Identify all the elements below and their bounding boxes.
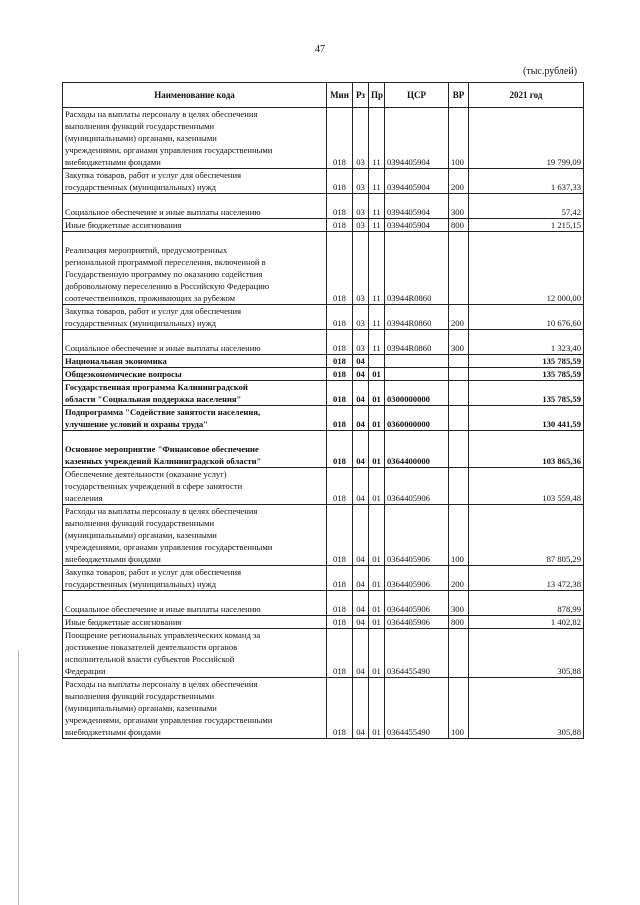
header-pr: Пр	[369, 83, 385, 108]
cell-csr: 0364400000	[385, 431, 449, 468]
cell-csr	[385, 355, 449, 368]
cell-name: Закупка товаров, работ и услуг для обеспечения государственных (муниципальных) нужд	[63, 305, 327, 330]
cell-sum: 19 799,09	[469, 108, 584, 169]
cell-min: 018	[327, 629, 353, 678]
cell-name: Реализация мероприятий, предусмотренных региональной программой переселения, включенной в Государственную программу по оказанию содействия добровольному переселению в Российскую Федерацию соотечественников, проживающих за рубежом	[63, 232, 327, 305]
cell-pr: 11	[369, 169, 385, 194]
cell-csr	[385, 368, 449, 381]
cell-sum: 1 637,33	[469, 169, 584, 194]
cell-pr: 11	[369, 330, 385, 355]
cell-vr: 100	[449, 108, 469, 169]
cell-csr: 0364455490	[385, 629, 449, 678]
cell-min: 018	[327, 431, 353, 468]
cell-name: Иные бюджетные ассигнования	[63, 616, 327, 629]
table-row	[63, 232, 584, 305]
table-row	[63, 406, 584, 431]
table-row	[63, 219, 584, 232]
cell-csr: 0364405906	[385, 505, 449, 566]
cell-csr: 03944R0860	[385, 232, 449, 305]
cell-min: 018	[327, 330, 353, 355]
cell-rz: 04	[353, 505, 369, 566]
header-rz: Рз	[353, 83, 369, 108]
cell-min: 018	[327, 368, 353, 381]
cell-pr: 01	[369, 505, 385, 566]
cell-sum: 57,42	[469, 194, 584, 219]
cell-sum: 1 323,40	[469, 330, 584, 355]
cell-rz: 04	[353, 368, 369, 381]
cell-vr	[449, 406, 469, 431]
budget-table	[62, 82, 584, 739]
cell-sum: 135 785,59	[469, 381, 584, 406]
cell-vr	[449, 431, 469, 468]
cell-csr: 0394405904	[385, 108, 449, 169]
cell-name: Расходы на выплаты персоналу в целях обеспечения выполнения функций государственными (муниципальными) органами, казенными учреждениями, органами управления государственными внебюджетными фондами	[63, 108, 327, 169]
cell-min: 018	[327, 355, 353, 368]
table-row	[63, 616, 584, 629]
cell-name: Иные бюджетные ассигнования	[63, 219, 327, 232]
cell-name: Закупка товаров, работ и услуг для обеспечения государственных (муниципальных) нужд	[63, 169, 327, 194]
cell-name: Основное мероприятие "Финансовое обеспечение казенных учреждений Калининградской области"	[63, 431, 327, 468]
cell-rz: 03	[353, 219, 369, 232]
table-header-row	[63, 83, 584, 108]
cell-min: 018	[327, 108, 353, 169]
cell-vr	[449, 368, 469, 381]
cell-pr: 01	[369, 431, 385, 468]
page-number: 47	[315, 44, 325, 55]
cell-pr: 01	[369, 368, 385, 381]
cell-min: 018	[327, 468, 353, 505]
units-label: (тыс.рублей)	[523, 66, 578, 77]
cell-csr: 0364455490	[385, 678, 449, 739]
cell-vr: 200	[449, 305, 469, 330]
cell-vr: 800	[449, 219, 469, 232]
cell-sum: 87 805,29	[469, 505, 584, 566]
cell-rz: 04	[353, 381, 369, 406]
table-row	[63, 591, 584, 616]
cell-pr: 11	[369, 305, 385, 330]
cell-min: 018	[327, 505, 353, 566]
cell-sum: 878,99	[469, 591, 584, 616]
cell-name: Социальное обеспечение и иные выплаты населению	[63, 194, 327, 219]
table-row	[63, 194, 584, 219]
cell-min: 018	[327, 194, 353, 219]
cell-pr: 01	[369, 678, 385, 739]
cell-vr	[449, 468, 469, 505]
cell-min: 018	[327, 219, 353, 232]
cell-vr: 100	[449, 678, 469, 739]
cell-vr: 800	[449, 616, 469, 629]
cell-min: 018	[327, 406, 353, 431]
cell-name: Расходы на выплаты персоналу в целях обеспечения выполнения функций государственными (муниципальными) органами, казенными учреждениями, органами управления государственными внебюджетными фондами	[63, 678, 327, 739]
cell-sum: 12 000,00	[469, 232, 584, 305]
cell-min: 018	[327, 232, 353, 305]
table-row	[63, 431, 584, 468]
cell-name: Социальное обеспечение и иные выплаты населению	[63, 330, 327, 355]
cell-sum: 305,88	[469, 678, 584, 739]
cell-csr: 0364405906	[385, 591, 449, 616]
table-row	[63, 505, 584, 566]
table-row	[63, 468, 584, 505]
scan-margin-line	[18, 650, 19, 905]
cell-rz: 04	[353, 566, 369, 591]
cell-sum: 130 441,59	[469, 406, 584, 431]
cell-pr: 01	[369, 381, 385, 406]
cell-csr: 03944R0860	[385, 330, 449, 355]
cell-vr	[449, 629, 469, 678]
cell-sum: 103 865,36	[469, 431, 584, 468]
cell-name: Государственная программа Калининградской области "Социальная поддержка населения"	[63, 381, 327, 406]
cell-sum: 103 559,48	[469, 468, 584, 505]
cell-pr: 11	[369, 219, 385, 232]
cell-csr: 0300000000	[385, 381, 449, 406]
cell-name: Расходы на выплаты персоналу в целях обеспечения выполнения функций государственными (муниципальными) органами, казенными учреждениями, органами управления государственными внебюджетными фондами	[63, 505, 327, 566]
header-min: Мин	[327, 83, 353, 108]
cell-rz: 04	[353, 629, 369, 678]
cell-min: 018	[327, 305, 353, 330]
table-row	[63, 381, 584, 406]
cell-pr: 01	[369, 406, 385, 431]
table-row	[63, 108, 584, 169]
cell-sum: 10 676,60	[469, 305, 584, 330]
cell-csr: 0360000000	[385, 406, 449, 431]
cell-rz: 04	[353, 431, 369, 468]
cell-rz: 04	[353, 355, 369, 368]
cell-vr: 100	[449, 505, 469, 566]
cell-sum: 135 785,59	[469, 368, 584, 381]
header-name: Наименование кода	[63, 83, 327, 108]
table-row	[63, 678, 584, 739]
cell-rz: 04	[353, 591, 369, 616]
header-csr: ЦСР	[385, 83, 449, 108]
cell-sum: 135 785,59	[469, 355, 584, 368]
cell-csr: 0364405906	[385, 616, 449, 629]
cell-sum: 1 402,82	[469, 616, 584, 629]
cell-vr: 200	[449, 169, 469, 194]
header-vr: ВР	[449, 83, 469, 108]
table-row	[63, 169, 584, 194]
cell-sum: 305,88	[469, 629, 584, 678]
cell-name: Социальное обеспечение и иные выплаты населению	[63, 591, 327, 616]
cell-min: 018	[327, 566, 353, 591]
cell-name: Общеэкономические вопросы	[63, 368, 327, 381]
cell-name: Национальная экономика	[63, 355, 327, 368]
cell-pr: 01	[369, 591, 385, 616]
cell-csr: 03944R0860	[385, 305, 449, 330]
cell-vr: 300	[449, 330, 469, 355]
cell-pr: 01	[369, 616, 385, 629]
cell-vr	[449, 232, 469, 305]
cell-rz: 03	[353, 330, 369, 355]
cell-name: Поощрение региональных управленческих команд за достижение показателей деятельности органов исполнительной власти субъектов Российской Федерации	[63, 629, 327, 678]
cell-rz: 04	[353, 616, 369, 629]
cell-pr: 11	[369, 232, 385, 305]
cell-sum: 13 472,38	[469, 566, 584, 591]
table-row	[63, 629, 584, 678]
cell-vr: 300	[449, 591, 469, 616]
table-row	[63, 566, 584, 591]
cell-min: 018	[327, 591, 353, 616]
cell-rz: 04	[353, 406, 369, 431]
cell-vr	[449, 381, 469, 406]
cell-pr	[369, 355, 385, 368]
table-row	[63, 355, 584, 368]
cell-min: 018	[327, 678, 353, 739]
table-row	[63, 330, 584, 355]
cell-csr: 0394405904	[385, 169, 449, 194]
cell-vr	[449, 355, 469, 368]
cell-rz: 03	[353, 305, 369, 330]
table-row	[63, 368, 584, 381]
cell-name: Закупка товаров, работ и услуг для обеспечения государственных (муниципальных) нужд	[63, 566, 327, 591]
cell-rz: 04	[353, 468, 369, 505]
cell-rz: 03	[353, 194, 369, 219]
cell-min: 018	[327, 616, 353, 629]
cell-csr: 0394405904	[385, 219, 449, 232]
cell-csr: 0364405906	[385, 468, 449, 505]
cell-pr: 11	[369, 194, 385, 219]
cell-csr: 0364405906	[385, 566, 449, 591]
table-row	[63, 305, 584, 330]
cell-csr: 0394405904	[385, 194, 449, 219]
cell-min: 018	[327, 169, 353, 194]
cell-pr: 01	[369, 629, 385, 678]
cell-pr: 11	[369, 108, 385, 169]
cell-min: 018	[327, 381, 353, 406]
header-year: 2021 год	[469, 83, 584, 108]
cell-name: Обеспечение деятельности (оказание услуг) государственных учреждений в сфере занятости населения	[63, 468, 327, 505]
cell-rz: 04	[353, 678, 369, 739]
cell-pr: 01	[369, 566, 385, 591]
cell-name: Подпрограмма "Содействие занятости населения, улучшение условий и охраны труда"	[63, 406, 327, 431]
cell-sum: 1 215,15	[469, 219, 584, 232]
cell-rz: 03	[353, 232, 369, 305]
cell-vr: 300	[449, 194, 469, 219]
cell-rz: 03	[353, 108, 369, 169]
cell-vr: 200	[449, 566, 469, 591]
cell-pr: 01	[369, 468, 385, 505]
cell-rz: 03	[353, 169, 369, 194]
